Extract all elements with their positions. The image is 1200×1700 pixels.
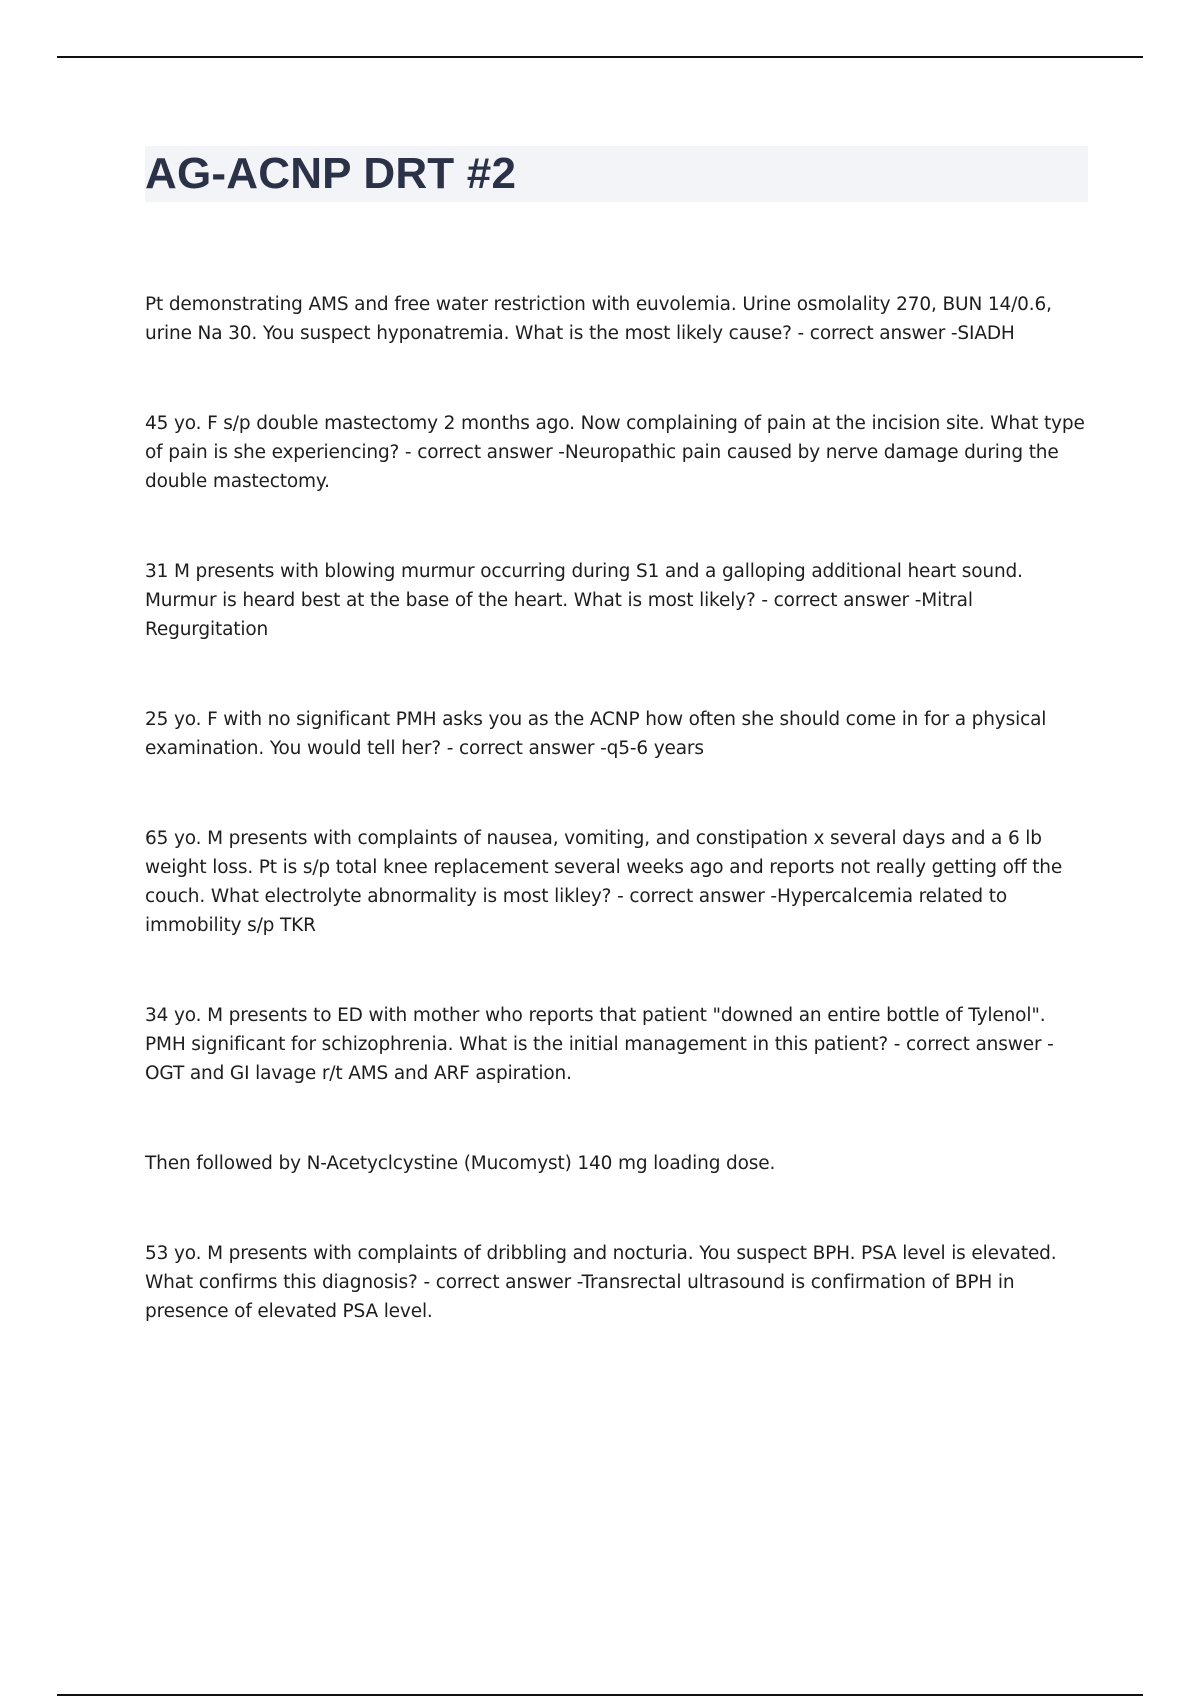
continuation-paragraph: Then followed by N-Acetyclcystine (Mucomyst) 140 mg loading dose. xyxy=(145,1153,776,1174)
question-answer-item: 45 yo. F s/p double mastectomy 2 months ago. Now complaining of pain at the incision site. What type of pain is she experiencing? - correct answer -Neuropathic pain caused by nerve damage during the double mastectomy. xyxy=(145,413,1085,492)
question-answer-item: 34 yo. M presents to ED with mother who reports that patient "downed an entire bottle of Tylenol". PMH significant for schizophrenia. What is the initial management in this patient? - correct answer -OGT and GI lavage r/t AMS and ARF aspiration. xyxy=(145,1005,1054,1084)
document-body xyxy=(145,290,1090,1387)
header-rule xyxy=(57,56,1143,58)
question-answer-item: 25 yo. F with no significant PMH asks you as the ACNP how often she should come in for a physical examination. You would tell her? - correct answer -q5-6 years xyxy=(145,709,1047,759)
question-answer-item: 31 M presents with blowing murmur occurring during S1 and a galloping additional heart sound. Murmur is heard best at the base of the heart. What is most likely? - correct answer -Mitral Regurgitation xyxy=(145,561,1023,640)
question-answer-item: 53 yo. M presents with complaints of dribbling and nocturia. You suspect BPH. PSA level is elevated. What confirms this diagnosis? - correct answer -Transrectal ultrasound is confirmation of BPH in presence of elevated PSA level. xyxy=(145,1243,1057,1322)
question-answer-item: 65 yo. M presents with complaints of nausea, vomiting, and constipation x several days and a 6 lb weight loss. Pt is s/p total knee replacement several weeks ago and reports not really getting off the couch. What electrolyte abnormality is most likley? - correct answer -Hypercalcemia related to immobility s/p TKR xyxy=(145,828,1063,936)
question-answer-item: Pt demonstrating AMS and free water restriction with euvolemia. Urine osmolality 270, BUN 14/0.6, urine Na 30. You suspect hyponatremia. What is the most likely cause? - correct answer -SIADH xyxy=(145,294,1052,344)
footer-rule xyxy=(57,1694,1143,1696)
page-title: AG-ACNP DRT #2 xyxy=(145,149,517,198)
